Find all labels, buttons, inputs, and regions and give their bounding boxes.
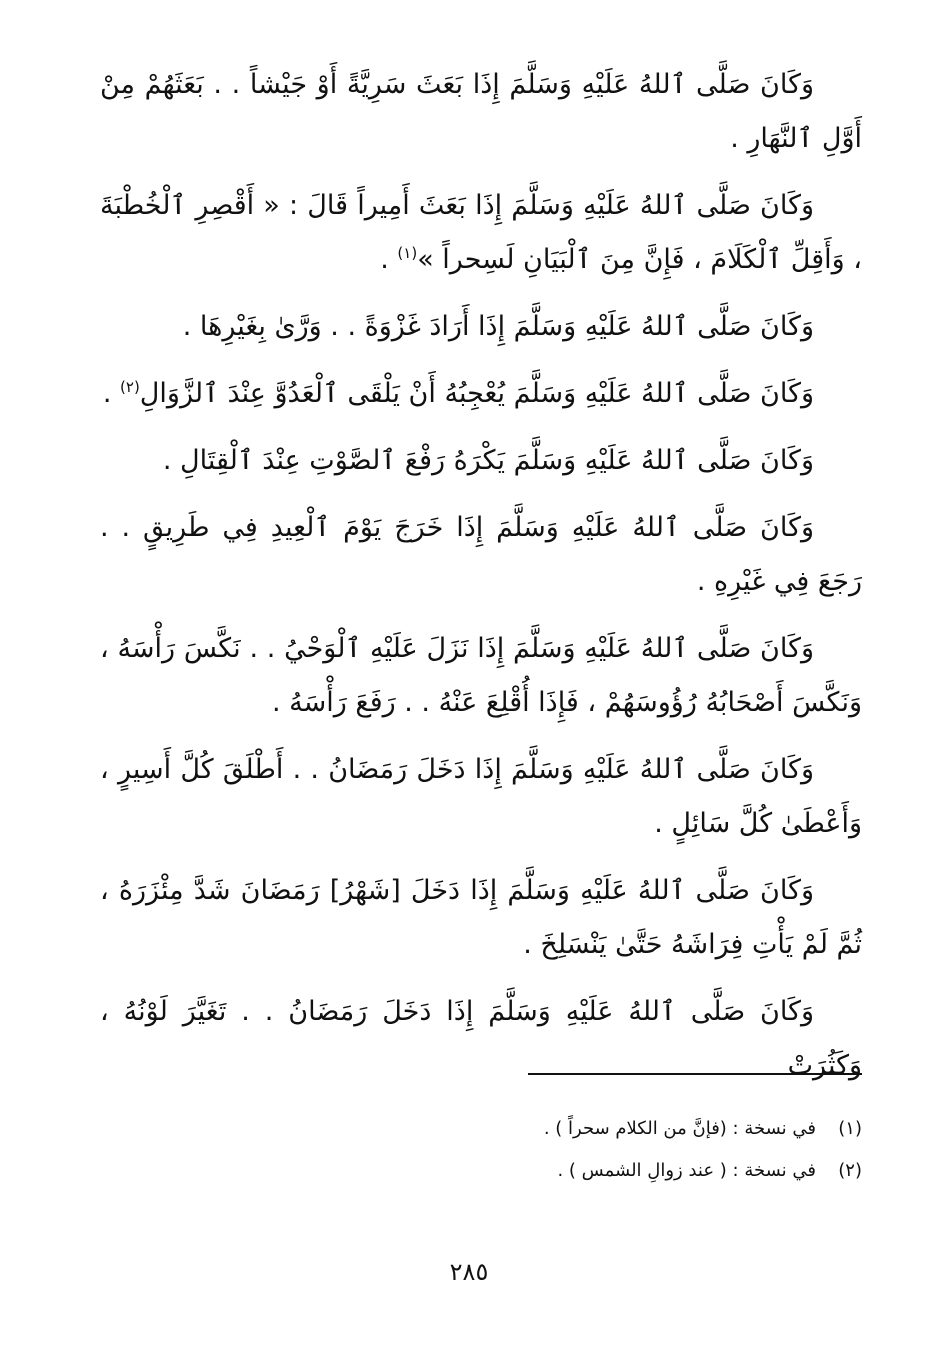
- footnote-ref: (١): [397, 244, 418, 262]
- paragraph-text: وَكَانَ صَلَّى ٱللهُ عَلَيْهِ وَسَلَّمَ إِذَا بَعَثَ سَرِيَّةً أَوْ جَيْشاً . . بَعَثَهُمْ مِنْ أَوَّلِ ٱلنَّهَارِ .: [100, 69, 862, 154]
- paragraph: [100, 434, 862, 488]
- paragraph-text: وَكَانَ صَلَّى ٱللهُ عَلَيْهِ وَسَلَّمَ إِذَا خَرَجَ يَوْمَ ٱلْعِيدِ فِي طَرِيقٍ . . رَجَعَ فِي غَيْرِهِ .: [100, 512, 862, 597]
- paragraph: [100, 501, 862, 609]
- paragraph: [100, 179, 862, 287]
- footnote-text: في نسخة : (فإنَّ من الكلام سحراً ) .: [543, 1118, 816, 1139]
- footnote-number: (١): [838, 1118, 862, 1139]
- paragraph: [100, 985, 862, 1093]
- footnote-text: في نسخة : ( عند زوالِ الشمس ) .: [557, 1160, 816, 1181]
- main-text: [100, 58, 862, 1106]
- paragraph-tail: .: [380, 244, 398, 275]
- page-number: ٢٨٥: [449, 1258, 489, 1286]
- footnote-item: [100, 1108, 862, 1150]
- paragraph-text: وَكَانَ صَلَّى ٱللهُ عَلَيْهِ وَسَلَّمَ إِذَا دَخَلَ رَمَضَانُ . . أَطْلَقَ كُلَّ أَسِيرٍ ، وَأَعْطَىٰ كُلَّ سَائِلٍ .: [100, 754, 862, 839]
- paragraph: [100, 367, 862, 421]
- paragraph-text: وَكَانَ صَلَّى ٱللهُ عَلَيْهِ وَسَلَّمَ إِذَا دَخَلَ [شَهْرُ] رَمَضَانَ شَدَّ مِئْزَرَهُ ، ثُمَّ لَمْ يَأْتِ فِرَاشَهُ حَتَّىٰ يَنْسَلِخَ .: [100, 875, 862, 960]
- footnote-ref: (٢): [120, 378, 140, 396]
- paragraph-text: وَكَانَ صَلَّى ٱللهُ عَلَيْهِ وَسَلَّمَ يُعْجِبُهُ أَنْ يَلْقَى ٱلْعَدُوَّ عِنْدَ ٱلزَّوَالِ: [139, 378, 814, 409]
- footnote-item: [100, 1150, 862, 1192]
- paragraph-tail: .: [102, 378, 121, 409]
- footnotes: [100, 1108, 862, 1192]
- paragraph-text: وَكَانَ صَلَّى ٱللهُ عَلَيْهِ وَسَلَّمَ إِذَا بَعَثَ أَمِيراً قَالَ : « أَقْصِرِ ٱلْخُطْبَةَ ، وَأَقِلِّ ٱلْكَلَامَ ، فَإِنَّ مِنَ ٱلْبَيَانِ لَسِحراً »: [100, 190, 862, 275]
- paragraph: [100, 864, 862, 972]
- paragraph: [100, 58, 862, 166]
- paragraph: [100, 300, 862, 354]
- footnote-number: (٢): [838, 1160, 862, 1181]
- paragraph-text: وَكَانَ صَلَّى ٱللهُ عَلَيْهِ وَسَلَّمَ إِذَا دَخَلَ رَمَضَانُ . . تَغَيَّرَ لَوْنُهُ ، وَكَثُرَتْ: [100, 996, 862, 1081]
- paragraph-text: وَكَانَ صَلَّى ٱللهُ عَلَيْهِ وَسَلَّمَ يَكْرَهُ رَفْعَ ٱلصَّوْتِ عِنْدَ ٱلْقِتَالِ .: [162, 445, 814, 476]
- paragraph: [100, 622, 862, 730]
- paragraph-text: وَكَانَ صَلَّى ٱللهُ عَلَيْهِ وَسَلَّمَ إِذَا نَزَلَ عَلَيْهِ ٱلْوَحْيُ . . نَكَّسَ رَأْسَهُ ، وَنَكَّسَ أَصْحَابُهُ رُؤُوسَهُمْ ، فَإِذَا أُقْلِعَ عَنْهُ . . رَفَعَ رَأْسَهُ .: [100, 633, 862, 718]
- paragraph-text: وَكَانَ صَلَّى ٱللهُ عَلَيْهِ وَسَلَّمَ إِذَا أَرَادَ غَزْوَةً . . وَرَّىٰ بِغَيْرِهَا .: [182, 311, 814, 342]
- paragraph: [100, 743, 862, 851]
- footnote-divider: [528, 1073, 862, 1075]
